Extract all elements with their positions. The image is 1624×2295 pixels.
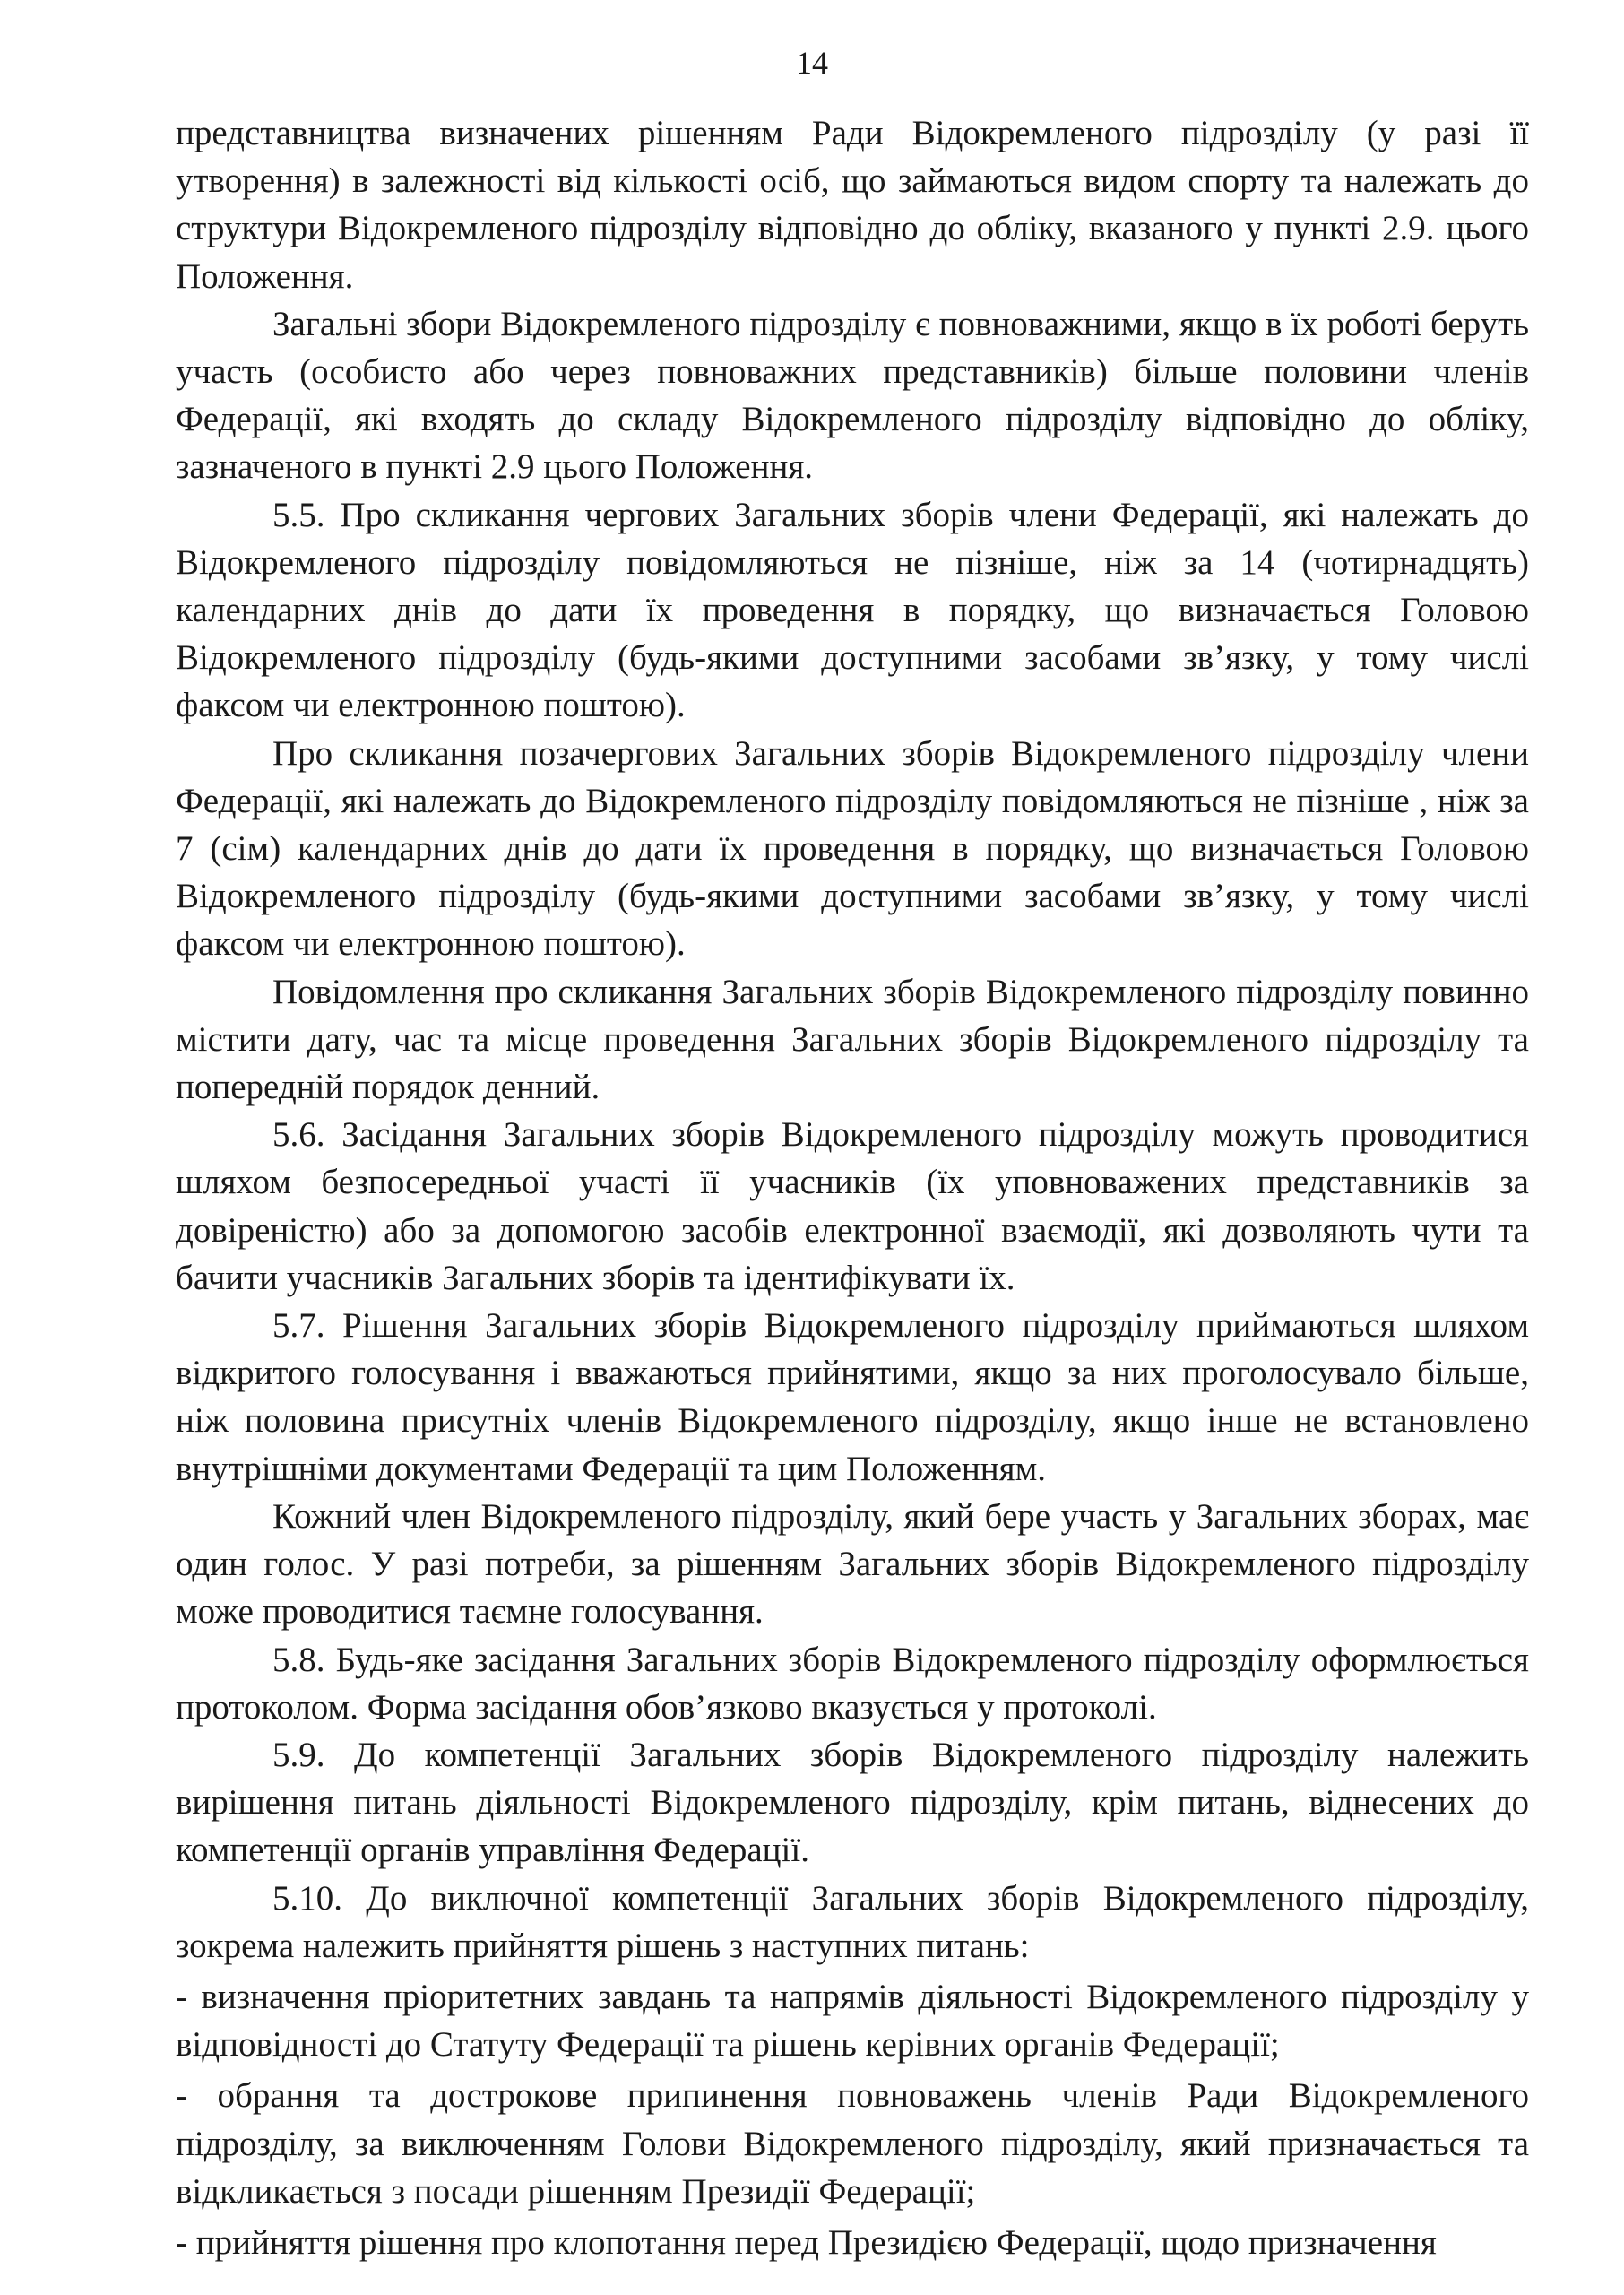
list-item-petition: - прийняття рішення про клопотання перед Президією Федерації, щодо призначення <box>176 2222 1437 2262</box>
paragraph-quorum: Загальні збори Відокремленого підрозділу є повноважними, якщо в їх роботі беруть участь (особисто або через повноважних представників) більше половини членів Федерації, які входять до складу Відокремленого підрозділу відповідно до обліку, зазначеного в пункті 2.9 цього Положення. <box>176 304 1529 487</box>
paragraph-5-5: 5.5. Про скликання чергових Загальних зборів члени Федерації, які належать до Відокремленого підрозділу повідомляються не пізніше, ніж за 14 (чотирнадцять) календарних днів до дати їх проведення в порядку, що визначається Головою Відокремленого підрозділу (будь-якими доступними засобами зв’язку, у тому числі факсом чи електронною поштою). <box>176 495 1529 725</box>
paragraph-extraordinary-notice: Про скликання позачергових Загальних зборів Відокремленого підрозділу члени Федерації, які належать до Відокремленого підрозділу повідомляються не пізніше , ніж за 7 (сім) календарних днів до дати їх проведення в порядку, що визначається Головою Відокремленого підрозділу (будь-якими доступними засобами зв’язку, у тому числі факсом чи електронною поштою). <box>176 733 1529 964</box>
list-item-council-election: - обрання та дострокове припинення повноважень членів Ради Відокремленого підрозділу, за виключенням Голови Відокремленого підрозділу, який призначається та відкликається з посади рішенням Президії Федерації; <box>176 2076 1529 2211</box>
paragraph-voting: Кожний член Відокремленого підрозділу, який бере участь у Загальних зборах, має один голос. У разі потреби, за рішенням Загальних зборів Відокремленого підрозділу може проводитися таємне голосування. <box>176 1496 1529 1632</box>
paragraph-continuation: представництва визначених рішенням Ради Відокремленого підрозділу (у разі її утворення) в залежності від кількості осіб, що займаються видом спорту та належать до структури Відокремленого підрозділу відповідно до обліку, вказаного у пункті 2.9. цього Положення. <box>176 114 1529 296</box>
paragraph-notice-content: Повідомлення про скликання Загальних зборів Відокремленого підрозділу повинно містити дату, час та місце проведення Загальних зборів Відокремленого підрозділу та попередній порядок денний. <box>176 972 1529 1107</box>
paragraph-5-7: 5.7. Рішення Загальних зборів Відокремленого підрозділу приймаються шляхом відкритого голосування і вважаються прийнятими, якщо за них проголосувало більше, ніж половина присутніх членів Відокремленого підрозділу, якщо інше не встановлено внутрішніми документами Федерації та цим Положенням. <box>176 1306 1529 1488</box>
page-number: 14 <box>796 45 828 81</box>
paragraph-5-8: 5.8. Будь-яке засідання Загальних зборів Відокремленого підрозділу оформлюється протоколом. Форма засідання обов’язково вказується у протоколі. <box>176 1640 1529 1727</box>
paragraph-5-9: 5.9. До компетенції Загальних зборів Відокремленого підрозділу належить вирішення питань діяльності Відокремленого підрозділу, крім питань, віднесених до компетенції органів управління Федерації. <box>176 1735 1529 1870</box>
paragraph-5-6: 5.6. Засідання Загальних зборів Відокремленого підрозділу можуть проводитися шляхом безпосередньої участі її учасників (їх уповноважених представників за довіреністю) або за допомогою засобів електронної взаємодії, які дозволяють чути та бачити учасників Загальних зборів та ідентифікувати їх. <box>176 1115 1529 1297</box>
paragraph-5-10: 5.10. До виключної компетенції Загальних зборів Відокремленого підрозділу, зокрема належить прийняття рішень з наступних питань: <box>176 1878 1529 1965</box>
list-item-priorities: - визначення пріоритетних завдань та напрямів діяльності Відокремленого підрозділу у відповідності до Статуту Федерації та рішень керівних органів Федерації; <box>176 1977 1529 2065</box>
document-body <box>176 109 1529 2266</box>
